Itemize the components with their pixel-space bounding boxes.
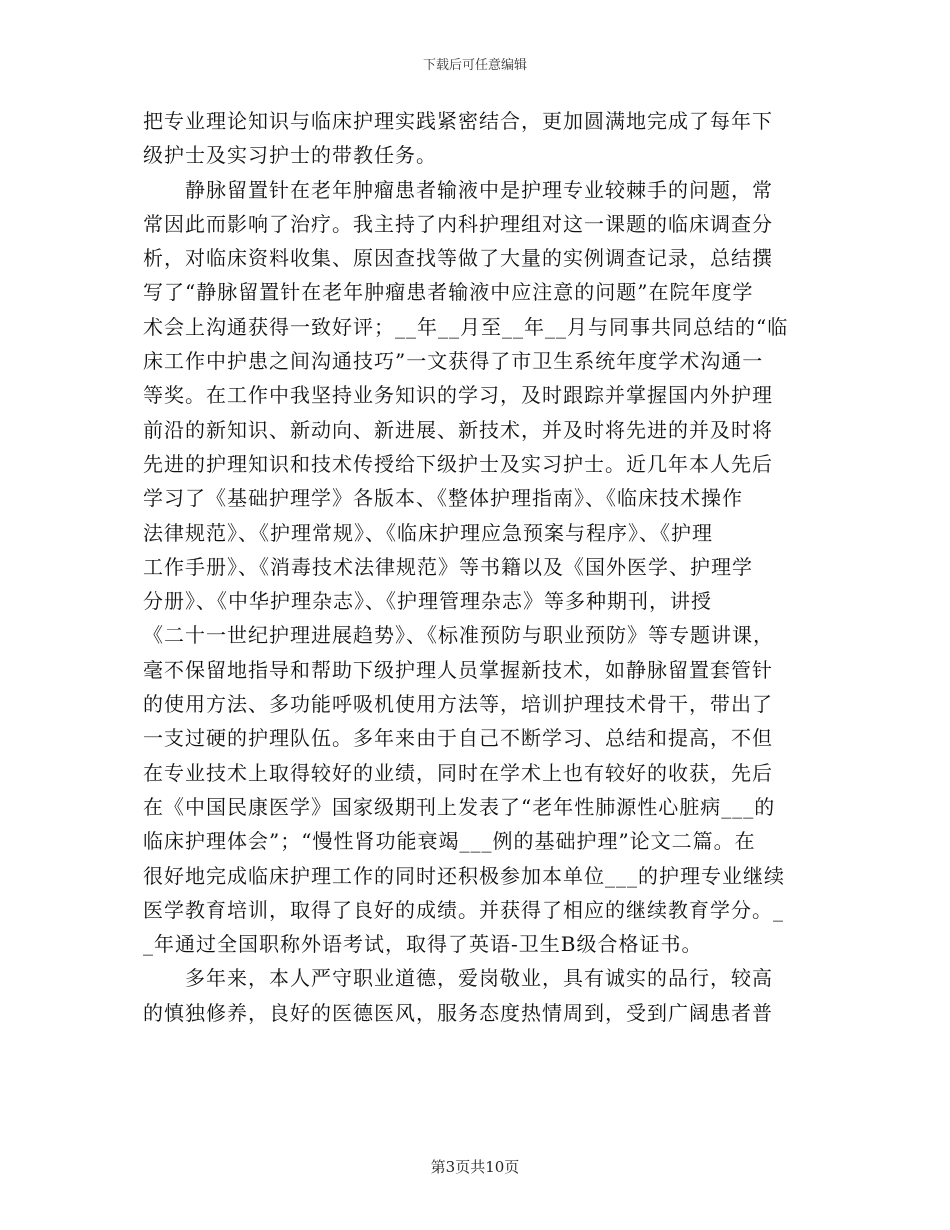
body-line-11: 先进的护理知识和技术传授给下级护士及实习护士。近几年本人先后 (143, 451, 773, 476)
body-line-27: 的慎独修养，良好的医德医风，服务态度热情周到，受到广阔患者普 (143, 1000, 773, 1025)
body-line-15: 分册》、《中华护理杂志》、《护理管理杂志》等多种期刊，讲授 (143, 589, 712, 614)
body-line-26: 多年来，本人严守职业道德，爱岗敬业，具有诚实的品行，较高 (143, 966, 773, 991)
body-line-9: 等奖。在工作中我坚持业务知识的学习，及时跟踪并掌握国内外护理 (143, 383, 773, 408)
body-line-22: 临床护理体会”；“慢性肾功能衰竭___例的基础护理”论文二篇。在 (143, 829, 756, 854)
body-line-20: 在专业技术上取得较好的业绩，同时在学术上也有较好的收获，先后 (143, 760, 773, 785)
document-body (143, 104, 813, 1030)
body-line-25: _年通过全国职称外语考试，取得了英语-卫生B级合格证书。 (143, 932, 703, 957)
page-number: 第3页共10页 (430, 1158, 520, 1176)
body-line-17: 毫不保留地指导和帮助下级护理人员掌握新技术，如静脉留置套管针 (143, 657, 773, 682)
body-line-24: 医学教育培训，取得了良好的成绩。并获得了相应的继续教育学分。_ (143, 897, 784, 922)
body-line-6: 写了“静脉留置针在老年肿瘤患者输液中应注意的问题”在院年度学 (143, 280, 754, 305)
body-line-13: 法律规范》、《护理常规》、《临床护理应急预案与程序》、《护理 (143, 520, 713, 545)
body-line-1: 把专业理论知识与临床护理实践紧密结合，更加圆满地完成了每年下 (143, 109, 773, 133)
body-line-5: 析，对临床资料收集、原因查找等做了大量的实例调查记录，总结撰 (143, 246, 773, 271)
body-line-16: 《二十一世纪护理进展趋势》、《标准预防与职业预防》等专题讲课， (143, 623, 774, 648)
body-line-3: 静脉留置针在老年肿瘤患者输液中是护理专业较棘手的问题，常 (143, 177, 773, 202)
body-line-18: 的使用方法、多功能呼吸机使用方法等，培训护理技术骨干，带出了 (143, 692, 773, 717)
body-line-2: 级护士及实习护士的带教任务。 (143, 143, 437, 168)
body-line-19: 一支过硬的护理队伍。多年来由于自己不断学习、总结和提高，不但 (143, 726, 773, 751)
body-line-4: 常因此而影响了治疗。我主持了内科护理组对这一课题的临床调查分 (143, 211, 773, 236)
body-line-21: 在《中国民康医学》国家级期刊上发表了“老年性肺源性心脏病___的 (143, 794, 776, 819)
body-line-23: 很好地完成临床护理工作的同时还积极参加本单位___的护理专业继续 (143, 863, 785, 888)
body-line-10: 前沿的新知识、新动向、新进展、新技术，并及时将先进的并及时将 (143, 417, 773, 442)
page-header: 下载后可任意编辑 (422, 58, 527, 73)
body-line-8: 床工作中护患之间沟通技巧”一文获得了市卫生系统年度学术沟通一 (143, 349, 764, 374)
body-line-14: 工作手册》、《消毒技术法律规范》等书籍以及《国外医学、护理学 (143, 554, 753, 579)
body-line-12: 学习了《基础护理学》各版本、《整体护理指南》、《临床技术操作 (143, 486, 743, 511)
body-line-7: 术会上沟通获得一致好评；__年__月至__年__月与同事共同总结的“临 (143, 314, 789, 339)
